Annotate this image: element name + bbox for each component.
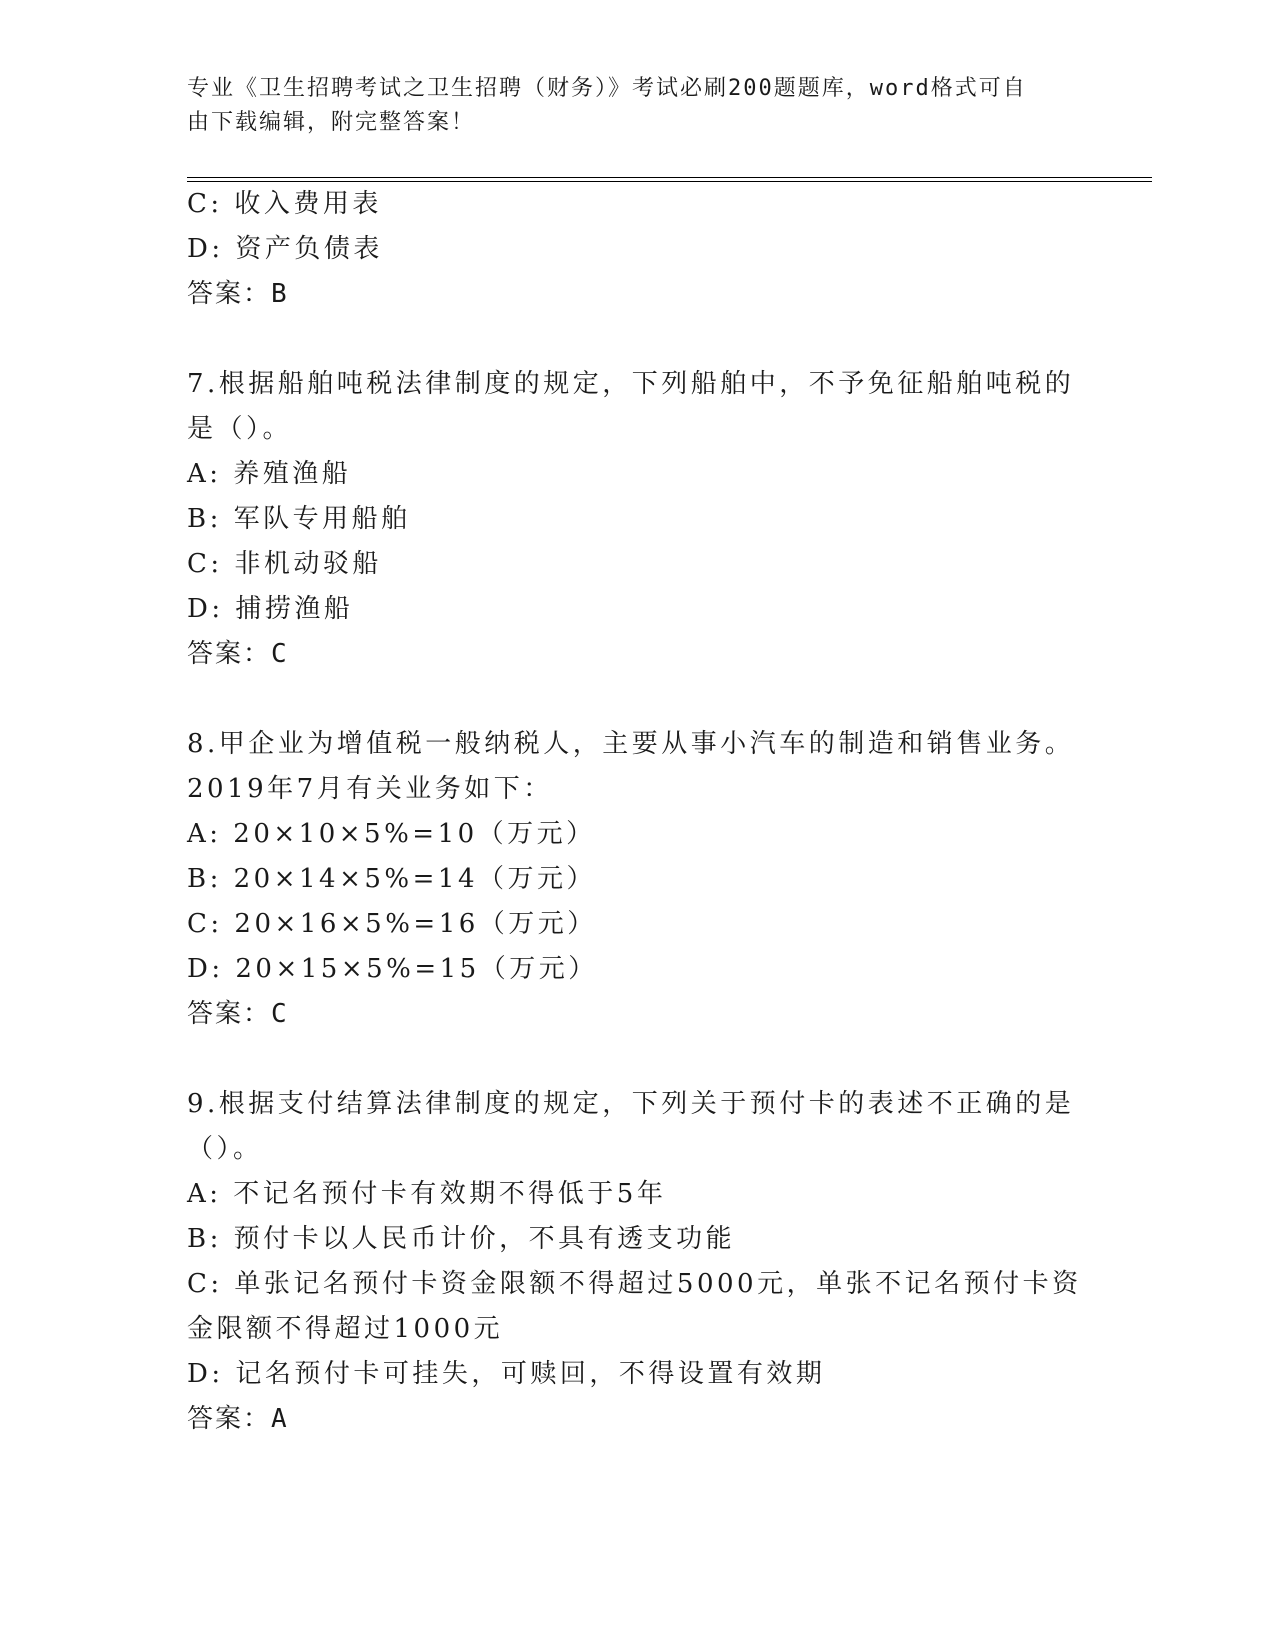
q9-option-d: D: 记名预付卡可挂失，可赎回，不得设置有效期: [187, 1359, 826, 1389]
q6-answer: 答案：B: [187, 279, 289, 309]
q8-option-c: C: 20×16×5%=16（万元）: [187, 909, 597, 939]
q8-option-d: D: 20×15×5%=15（万元）: [187, 954, 598, 984]
q7-stem-line-1: 7.根据船舶吨税法律制度的规定，下列船舶中，不予免征船舶吨税的: [187, 369, 1075, 399]
q9-stem-line-2: （）。: [187, 1134, 263, 1164]
q6-option-c: C: 收入费用表: [187, 189, 382, 219]
q8-option-b: B: 20×14×5%=14（万元）: [187, 864, 596, 894]
q8-answer: 答案：C: [187, 999, 289, 1029]
q6-option-d: D: 资产负债表: [187, 234, 383, 264]
q7-stem-line-2: 是（）。: [187, 414, 293, 444]
document-header: [187, 72, 1077, 140]
header-line-2: 由下载编辑，附完整答案！: [187, 110, 476, 135]
q8-option-a: A: 20×10×5%=10（万元）: [187, 819, 596, 849]
q9-option-c-line-2: 金限额不得超过1000元: [187, 1314, 504, 1344]
q9-stem-line-1: 9.根据支付结算法律制度的规定，下列关于预付卡的表述不正确的是: [187, 1089, 1075, 1119]
q8-stem-line-2: 2019年7月有关业务如下：: [187, 774, 553, 804]
q7-option-d: D: 捕捞渔船: [187, 594, 354, 624]
q7-option-a: A: 养殖渔船: [187, 459, 352, 489]
q7-option-b: B: 军队专用船舶: [187, 504, 411, 534]
q7-option-c: C: 非机动驳船: [187, 549, 382, 579]
q7-answer: 答案：C: [187, 639, 289, 669]
q9-option-b: B: 预付卡以人民币计价，不具有透支功能: [187, 1224, 736, 1254]
q9-option-a: A: 不记名预付卡有效期不得低于5年: [187, 1179, 667, 1209]
q9-answer: 答案：A: [187, 1404, 289, 1434]
q8-stem-line-1: 8.甲企业为增值税一般纳税人，主要从事小汽车的制造和销售业务。: [187, 729, 1075, 759]
header-line-1: 专业《卫生招聘考试之卫生招聘（财务）》考试必刷200题题库，word格式可自: [187, 76, 1027, 101]
header-divider: [187, 177, 1152, 182]
q9-option-c-line-1: C: 单张记名预付卡资金限额不得超过5000元，单张不记名预付卡资: [187, 1269, 1082, 1299]
